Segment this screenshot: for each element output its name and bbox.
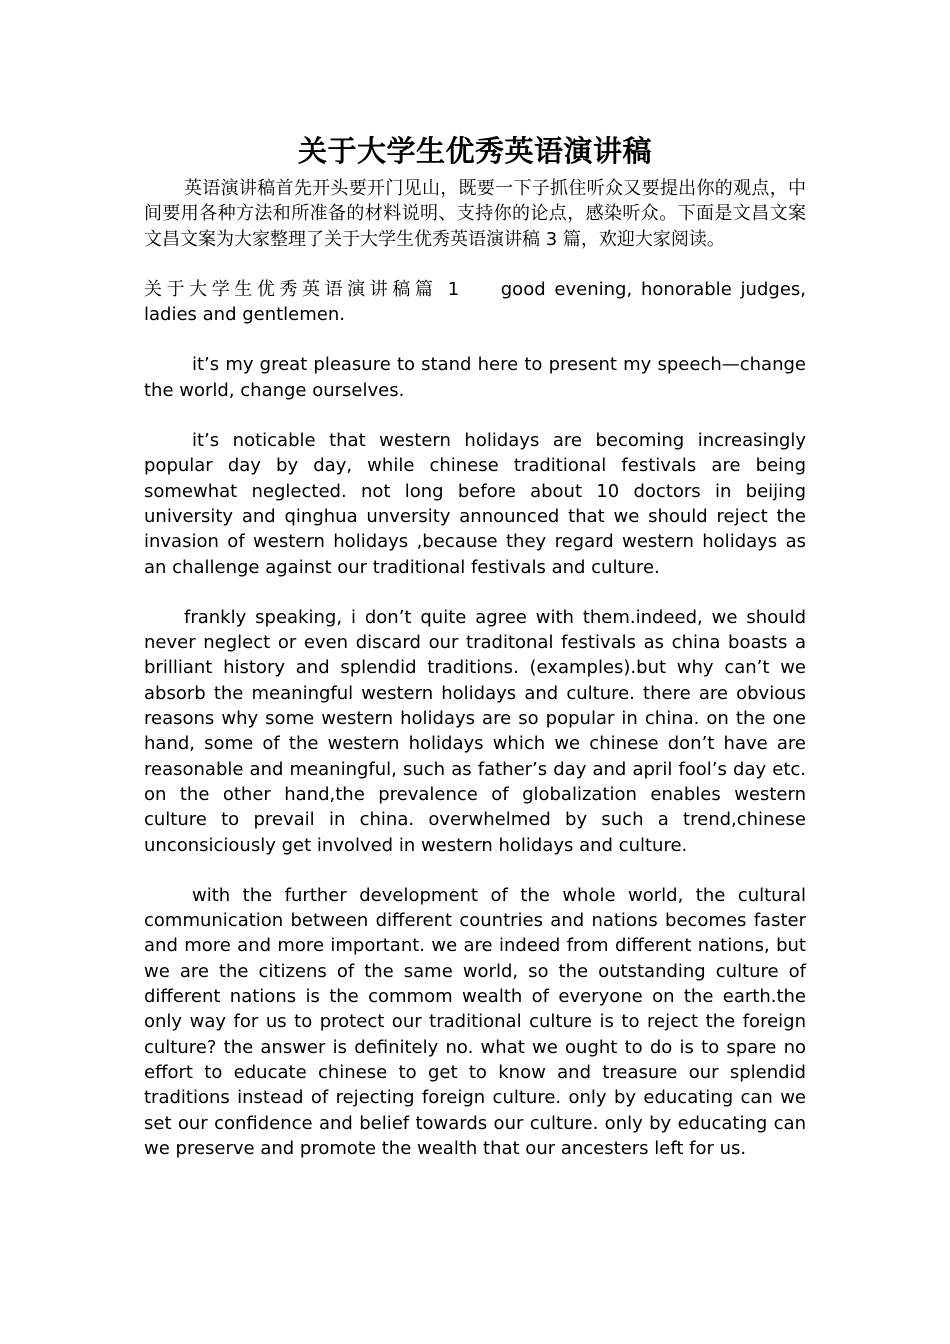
body-paragraph-4: with the further development of the whole world, the cultural communication between different countries and nations becomes faster and more and more important. we are indeed from different nations, but we are the citizens of the same world, so the outstanding culture of different nations is the commom wealth of everyone on the earth.the only way for us to protect our traditional culture is to reject the foreign culture? the answer is definitely no. what we ought to do is to spare no effort to educate chinese to get to know and treasure our splendid traditions instead of rejecting foreign culture. only by educating can we set our confidence and belief towards our culture. only by educating can we preserve and promote the wealth that our ancesters left for us. bbox=[144, 884, 806, 1159]
spacer bbox=[144, 858, 806, 883]
document-page bbox=[144, 128, 806, 1161]
spacer bbox=[144, 403, 806, 428]
document-title: 关于大学生优秀英语演讲稿 bbox=[297, 134, 652, 168]
section-label: 关于大学生优秀英语演讲稿篇 1 bbox=[144, 278, 461, 300]
greeting-text: good evening, honorable judges, ladies and gentlemen. bbox=[144, 278, 806, 326]
body-paragraph-1: it’s my great pleasure to stand here to present my speech—change the world, change ourselves. bbox=[144, 354, 806, 401]
spacer bbox=[144, 580, 806, 605]
body-paragraph-3: frankly speaking, i don’t quite agree with them.indeed, we should never neglect or even discard our traditonal festivals as china boasts a brilliant history and splendid traditions. (examples).but why can’t we absorb the meaningful western holidays and culture. there are obvious reasons why some western holidays are so popular in china. on the one hand, some of the western holidays which we chinese don’t have are reasonable and meaningful, such as father’s day and april fool’s day etc. on the other hand,the prevalence of globalization enables western culture to prevail in china. overwhelmed by such a trend,chinese unconsiciously get involved in western holidays and culture. bbox=[144, 606, 806, 856]
spacer bbox=[144, 327, 806, 352]
body-paragraph-2: it’s noticable that western holidays are becoming increasingly popular day by day, while chinese traditional festivals are being somewhat neglected. not long before about 10 doctors in beijing university and qinghua unversity announced that we should reject the invasion of western holidays ,because they regard western holidays as an challenge against our traditional festivals and culture. bbox=[144, 430, 806, 578]
intro-paragraph: 英语演讲稿首先开头要开门见山，既要一下子抓住听众又要提出你的观点，中间要用各种方法和所准备的材料说明、支持你的论点，感染听众。下面是文昌文案文昌文案为大家整理了关于大学生优秀英语演讲稿 3 篇，欢迎大家阅读。 bbox=[144, 178, 806, 250]
section-heading-line bbox=[144, 277, 806, 328]
